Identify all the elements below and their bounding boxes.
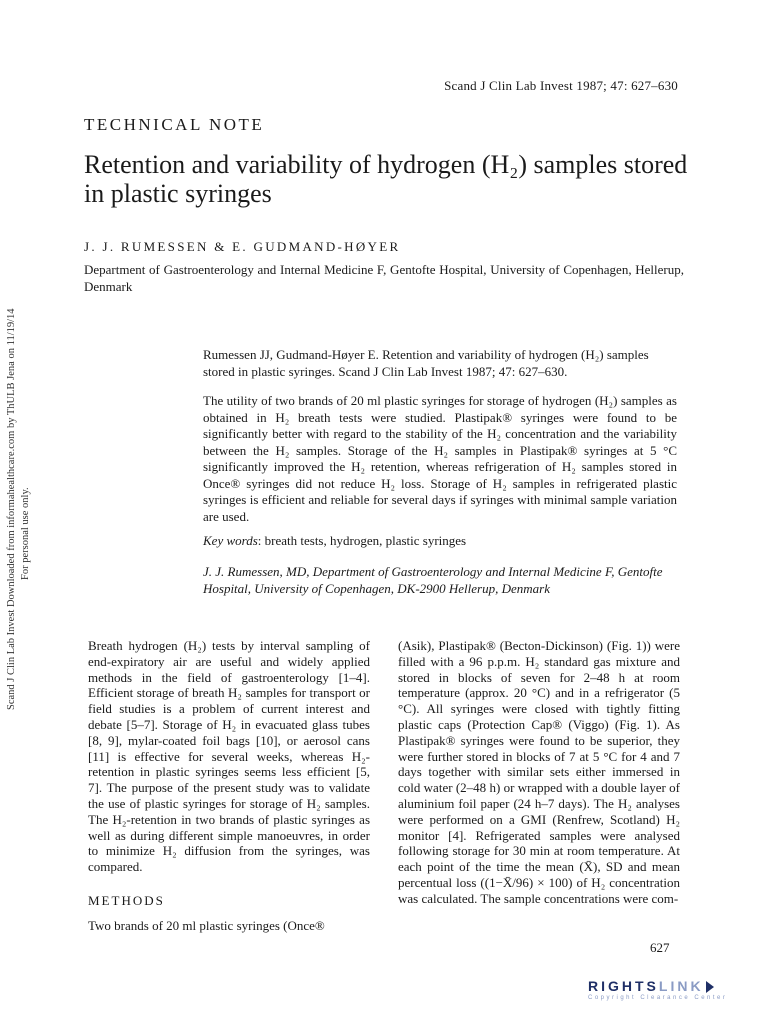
arrow-icon bbox=[706, 981, 714, 993]
article-title: Retention and variability of hydrogen (H₂) samples stored in plastic syringes bbox=[84, 150, 688, 208]
author-affiliation: Department of Gastroenterology and Internal Medicine F, Gentofte Hospital, University of Copenhagen, Hellerup, Denmark bbox=[84, 262, 684, 294]
personal-use-notice: For personal use only. bbox=[20, 487, 31, 580]
logo-wordmark bbox=[588, 978, 758, 994]
keywords-list: : breath tests, hydrogen, plastic syringes bbox=[257, 533, 467, 548]
logo-word-rights: RIGHTS bbox=[588, 978, 659, 994]
logo-subtitle: Copyright Clearance Center bbox=[588, 995, 728, 1001]
page-number: 627 bbox=[650, 940, 670, 955]
journal-reference: Scand J Clin Lab Invest 1987; 47: 627–630 bbox=[444, 78, 678, 93]
methods-paragraph-continued: (Asik), Plastipak® (Becton-Dickinson) (Fig. 1)) were filled with a 96 p.p.m. H₂ standard gas mixture and stored in blocks of seven for 2–48 h at room temperature (approx. 20 °C) and in a refrigerator (5 °C). All syringes were closed with tightly fitting plastic caps (Protection Cap® (Viggo) (Fig. 1). As Plastipak® syringes were found to be superior, they were further stored in blocks of 7 at 5 °C for 4 and 7 days together with similar sets either immersed in cold water (2–48 h) or wrapped with a double layer of aluminium foil paper (24 h–7 days). The H₂ analyses were performed on a GMI (Renfrew, Scotland) H₂ monitor [4]. Refrigerated samples were analysed following storage for 30 min at room temperature. At each point of the time the mean (X̄), SD and mean percentual loss ((1−X̄/96) × 100) of H₂ concentration was calculated. The sample concentrations were com- bbox=[398, 638, 680, 906]
abstract-citation: Rumessen JJ, Gudmand-Høyer E. Retention and variability of hydrogen (H₂) samples stored in plastic syringes. Scand J Clin Lab Invest 1987; 47: 627–630. bbox=[203, 347, 649, 379]
methods-heading: METHODS bbox=[88, 893, 165, 908]
abstract-body: The utility of two brands of 20 ml plastic syringes for storage of hydrogen (H₂) samples as obtained in H₂ breath tests were studied. Plastipak® syringes were found to be significantly better with regard to the stability of the H₂ concentration and the variability between the H₂ samples. Storage of the H₂ samples in Plastipak® syringes at 5 °C significantly improved the H₂ retention, whereas refrigeration of H₂ samples stored in Once® syringes did not reduce H₂ loss. Storage of H₂ samples in refrigerated plastic syringes is efficient and reliable for several days if syringes with minimal sample variation are used. bbox=[203, 393, 677, 524]
intro-paragraph: Breath hydrogen (H₂) tests by interval sampling of end-expiratory air are useful and widely applied methods in the field of gastroenterology [1–4]. Efficient storage of breath H₂ samples for transport or field studies is a problem of current interest and debate [5–7]. Storage of H₂ in evacuated glass tubes [8, 9], mylar-coated foil bags [10], or aerosol cans [11] is effective for several weeks, whereas H₂-retention in plastic syringes seems less efficient [5, 7]. The purpose of the present study was to validate the use of plastic syringes for storage of H₂ samples. The H₂-retention in two brands of plastic syringes as well as during different simple manoeuvres, in order to minimize H₂ diffusion from the syringes, was compared. bbox=[88, 638, 370, 875]
methods-paragraph-start: Two brands of 20 ml plastic syringes (Once® bbox=[88, 918, 325, 933]
article-type-label: TECHNICAL NOTE bbox=[84, 115, 265, 134]
correspondence-address: J. J. Rumessen, MD, Department of Gastroenterology and Internal Medicine F, Gentofte Hospital, University of Copenhagen, DK-2900 Hellerup, Denmark bbox=[203, 564, 663, 596]
keywords bbox=[203, 533, 677, 550]
logo-word-link: LINK bbox=[658, 978, 704, 994]
rightslink-logo[interactable] bbox=[588, 978, 758, 1008]
download-notice: Scand J Clin Lab Invest Downloaded from informahealthcare.com by ThULB Jena on 11/19/14 bbox=[6, 308, 17, 710]
download-watermark bbox=[2, 290, 42, 710]
author-list: J. J. RUMESSEN & E. GUDMAND-HØYER bbox=[84, 239, 401, 254]
keywords-label: Key words bbox=[203, 533, 258, 548]
